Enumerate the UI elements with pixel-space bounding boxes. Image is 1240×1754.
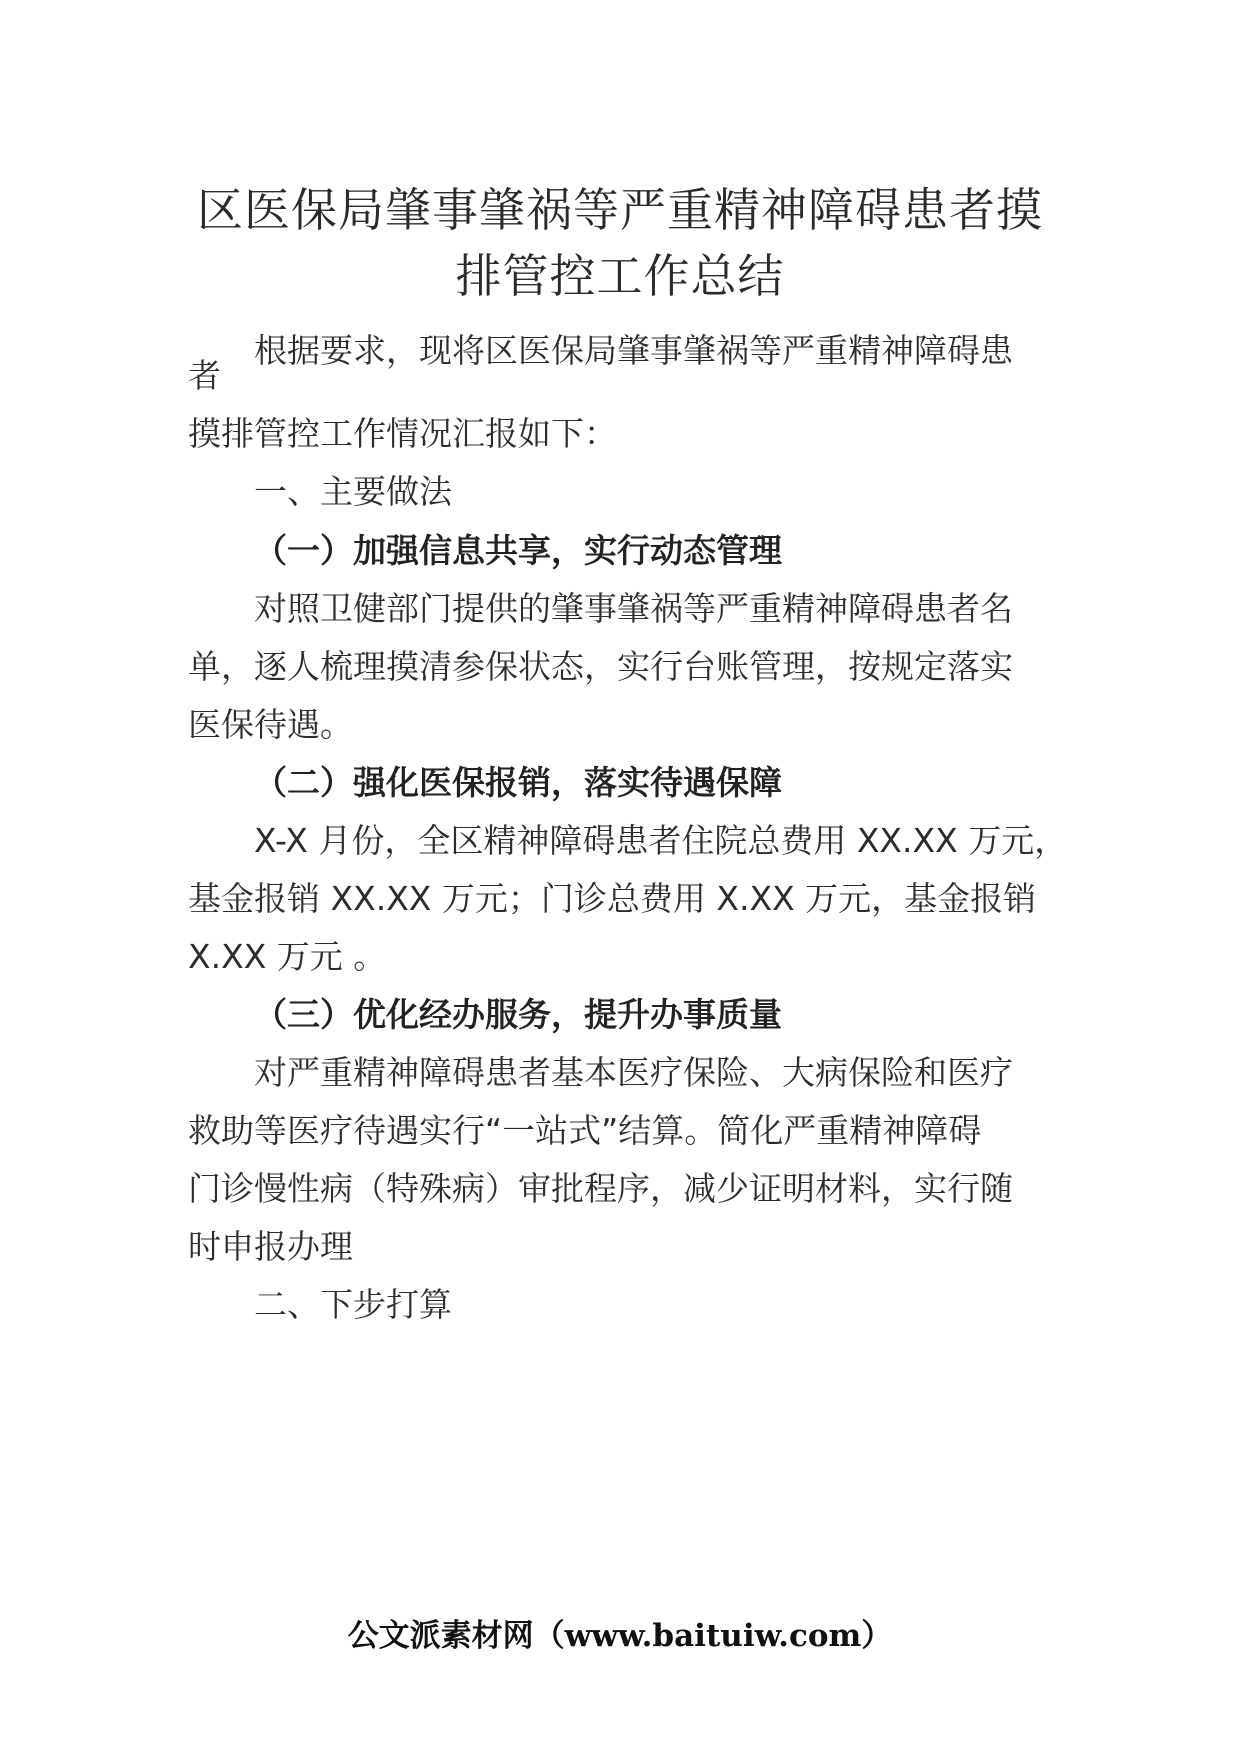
- intro-line-1: 根据要求，现将区医保局肇事肇祸等严重精神障碍患: [254, 331, 1013, 370]
- subsection-heading-2: （二）强化医保报销，落实待遇保障: [254, 763, 782, 802]
- intro-line-3: 摸排管控工作情况汇报如下：: [188, 414, 617, 453]
- document-title-line-2: 排管控工作总结: [455, 249, 785, 303]
- subsection-2-line-1: X-X 月份，全区精神障碍患者住院总费用 XX.XX 万元，: [254, 821, 1068, 860]
- section-heading-main-practices: 一、主要做法: [254, 472, 452, 511]
- subsection-3-line-1: 对严重精神障碍患者基本医疗保险、大病保险和医疗: [254, 1053, 1013, 1092]
- subsection-1-line-1: 对照卫健部门提供的肇事肇祸等严重精神障碍患者名: [254, 589, 1013, 628]
- intro-line-2: 者: [188, 356, 221, 395]
- subsection-heading-3: （三）优化经办服务，提升办事质量: [254, 995, 782, 1034]
- subsection-3-line-2: 救助等医疗待遇实行“一站式”结算。简化严重精神障碍: [188, 1111, 982, 1150]
- subsection-2-line-2: 基金报销 XX.XX 万元；门诊总费用 X.XX 万元，基金报销: [188, 879, 1037, 918]
- document-title-line-1: 区医保局肇事肇祸等严重精神障碍患者摸: [197, 183, 1043, 237]
- subsection-3-line-3: 门诊慢性病（特殊病）审批程序，减少证明材料，实行随: [188, 1169, 1013, 1208]
- subsection-3-line-4: 时申报办理: [188, 1227, 353, 1266]
- subsection-1-line-2: 单，逐人梳理摸清参保状态，实行台账管理，按规定落实: [188, 647, 1013, 686]
- subsection-heading-1: （一）加强信息共享，实行动态管理: [254, 531, 782, 570]
- section-heading-next-steps: 二、下步打算: [254, 1285, 452, 1324]
- footer-source-text: 公文派素材网（www.baituiw.com）: [347, 1618, 893, 1654]
- subsection-2-line-3: X.XX 万元 。: [188, 937, 387, 976]
- subsection-1-line-3: 医保待遇。: [188, 705, 353, 744]
